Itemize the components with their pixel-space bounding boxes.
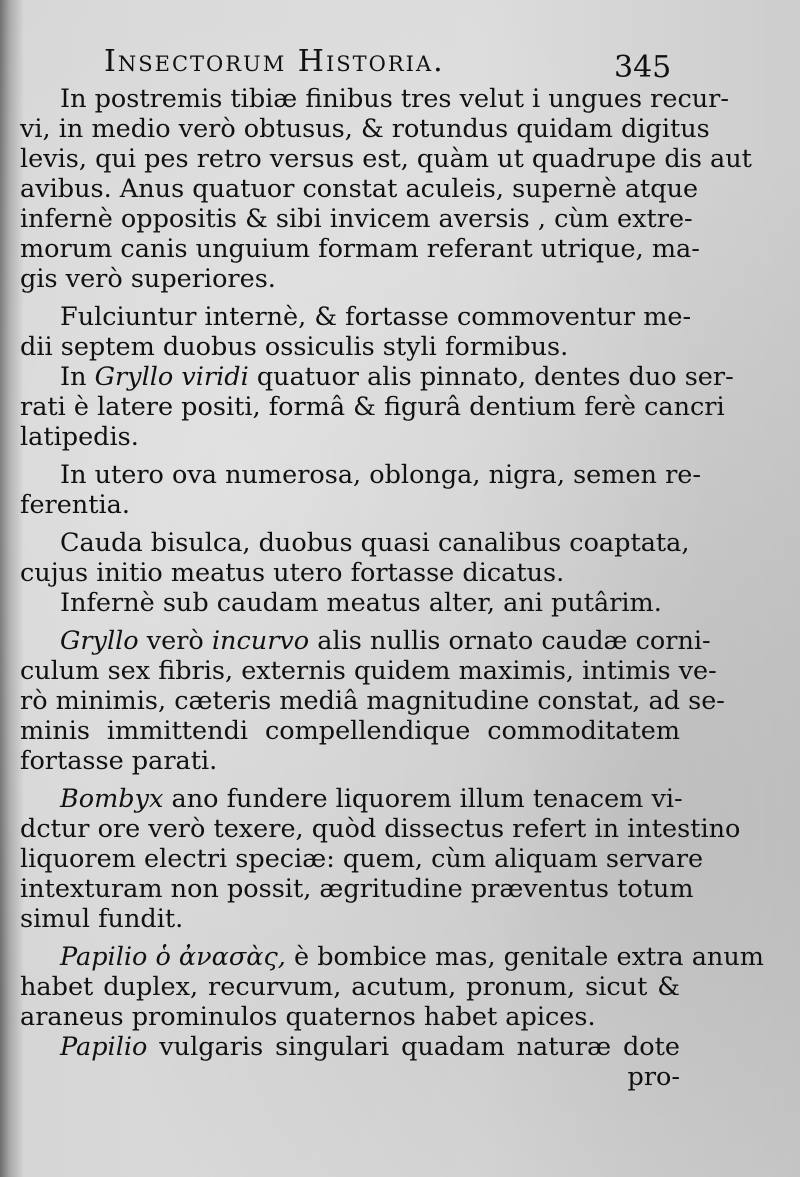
paragraph-3 (20, 362, 734, 452)
text-line: simul fundit. (20, 904, 184, 934)
text-line: rò minimis, cæteris mediâ magnitudine constat, ad se- (20, 686, 725, 716)
species-name: Papilio ὁ ἀνασὰς, (60, 942, 286, 972)
paragraph-10 (20, 1032, 680, 1092)
text-line: habet duplex, recurvum, acutum, pronum, sicut & (20, 972, 680, 1002)
text-line: rati è latere positi, formâ & figurâ dentium ferè cancri (20, 392, 725, 422)
text-line: Infernè sub caudam meatus alter, ani putârim. (60, 588, 662, 618)
paragraph-6 (20, 588, 680, 618)
text-run: In (60, 362, 95, 392)
text-line: fortasse parati. (20, 746, 218, 776)
text-line: ferentia. (20, 490, 130, 520)
paragraph-5 (20, 528, 690, 588)
body-text (20, 84, 764, 1092)
text-line (20, 1032, 680, 1062)
paragraph-8 (20, 784, 741, 934)
text-run: vulgaris singulari quadam naturæ dote (147, 1032, 680, 1062)
text-line (20, 362, 734, 392)
text-line: gis verò superiores. (20, 264, 276, 294)
text-line: cujus initio meatus utero fortasse dicatus. (20, 558, 565, 588)
text-run: verò (138, 626, 212, 656)
text-run: quatuor alis pinnato, dentes duo ser- (248, 362, 734, 392)
text-run: ano fundere liquorem illum tenacem vi- (163, 784, 683, 814)
text-line: avibus. Anus quatuor constat aculeis, supernè atque (20, 174, 699, 204)
text-line: araneus prominulos quaternos habet apices. (20, 1002, 596, 1032)
text-line (20, 784, 683, 814)
text-line: Cauda bisulca, duobus quasi canalibus coaptata, (60, 528, 690, 558)
paragraph-4 (20, 460, 701, 520)
species-name: Bombyx (60, 784, 164, 814)
text-line: morum canis unguium formam referant utrique, ma- (20, 234, 700, 264)
text-run: è bombice mas, genitale extra anum (285, 942, 764, 972)
paragraph-1 (20, 84, 752, 294)
running-head: Insectorum Historia. (104, 44, 445, 79)
text-line: In utero ova numerosa, oblonga, nigra, semen re- (60, 460, 701, 490)
text-line: levis, qui pes retro versus est, quàm ut quadrupe dis aut (20, 144, 752, 174)
text-line: In postremis tibiæ finibus tres velut i ungues recur- (60, 84, 729, 114)
species-name: incurvo (211, 626, 310, 656)
paragraph-7 (20, 626, 725, 776)
text-line: intexturam non possit, ægritudine præventus totum (20, 874, 694, 904)
text-run: alis nullis ornato caudæ corni- (309, 626, 711, 656)
text-line: liquorem electri speciæ: quem, cùm aliquam servare (20, 844, 704, 874)
text-line: Fulciuntur internè, & fortasse commoventur me- (60, 302, 692, 332)
catchword: pro- (627, 1062, 680, 1092)
page-number: 345 (614, 50, 672, 85)
text-line (20, 626, 711, 656)
text-line: dii septem duobus ossiculis styli formibus. (20, 332, 569, 362)
species-name: Gryllo viridi (94, 362, 249, 392)
paragraph-2 (20, 302, 692, 362)
species-name: Papilio (60, 1032, 148, 1062)
text-line: latipedis. (20, 422, 139, 452)
species-name: Gryllo (60, 626, 139, 656)
text-line: vi, in medio verò obtusus, & rotundus quidam digitus (20, 114, 710, 144)
text-line: minis immittendi compellendique commoditatem (20, 716, 680, 746)
text-line: infernè oppositis & sibi invicem aversis , cùm extre- (20, 204, 693, 234)
text-line (20, 942, 764, 972)
text-line: culum sex fibris, externis quidem maximis, intimis ve- (20, 656, 717, 686)
paragraph-9 (20, 942, 764, 1032)
page-header (104, 44, 684, 84)
text-line: dctur ore verò texere, quòd dissectus refert in intestino (20, 814, 741, 844)
